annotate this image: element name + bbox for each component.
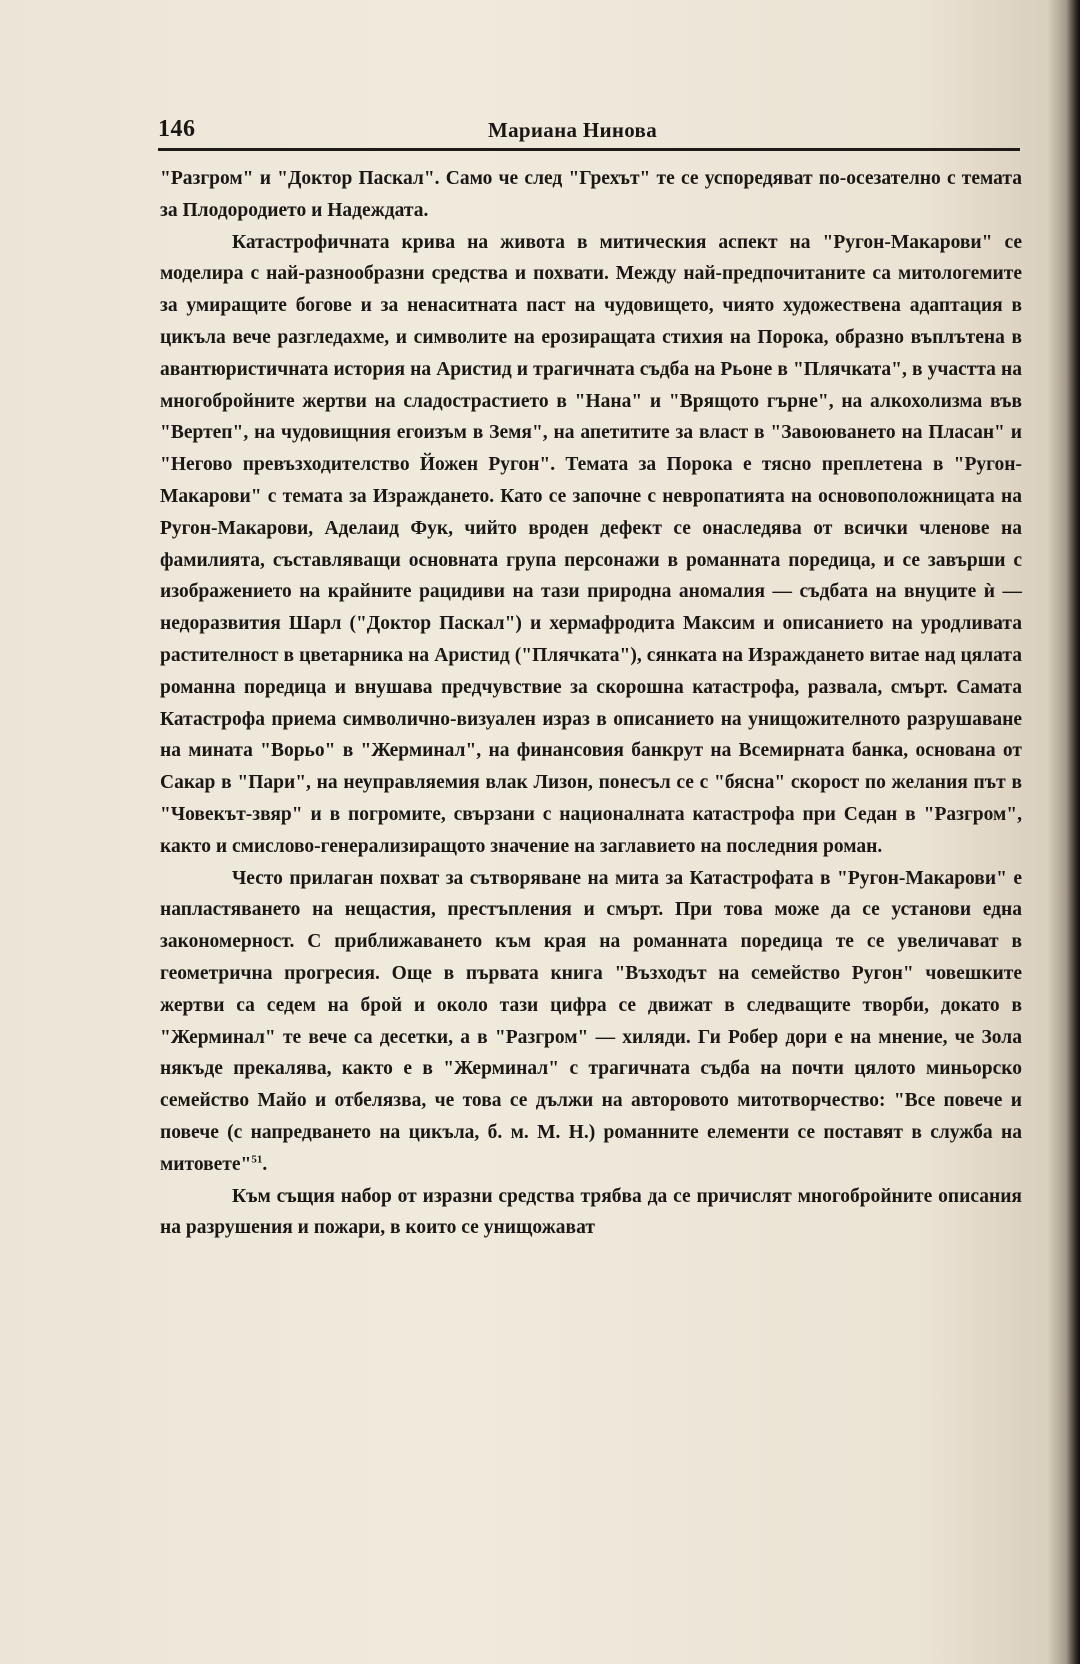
running-head: Мариана Нинова [488, 118, 658, 142]
page-header [158, 116, 1020, 148]
header-rule [158, 148, 1020, 151]
footnote-reference: 51 [251, 1153, 263, 1166]
closing-punctuation: . [262, 1153, 268, 1175]
paragraph-4: Към същия набор от изразни средства трябва да се причислят многобройните описания на разрушения и пожари, в които се унищожават [160, 1185, 1022, 1239]
page-edge-shadow [1066, 0, 1080, 1664]
paragraph-1: "Разгром" и "Доктор Паскал". Само че след "Грехът" те се успоредяват по-осезателно с темата за Плодородието и Надеждата. [160, 168, 1022, 221]
paragraph-3 [160, 863, 1022, 1181]
page-number: 146 [158, 116, 196, 142]
paragraph-2: Катастрофичната крива на живота в митическия аспект на "Ругон-Макарови" се моделира с най-разнообразни средства и похвати. Между най-предпочитаните са митологемите за умиращите богове и за ненаситната паст на чудовището, чиято художествена адаптация в цикъла вече разгледахме, и символите на ерозиращата стихия на Порока, образно въплътена в авантюристичната история на Аристид и трагичната съдба на Рьоне в "Плячката", в участта на многобройните жертви на сладострастието в "Нана" и "Врящото гърне", на алкохолизма във "Вертеп", на чудовищния егоизъм в Земя", на апетитите за власт в "Завоюването на Пласан" и "Негово превъзходителство Йожен Ругон". Темата за Порока е тясно преплетена в "Ругон-Макарови" с темата за Израждането. Като се започне с невропатията на основоположницата на Ругон-Макарови, Аделаид Фук, чийто вроден дефект се онаследява от всички членове на фамилията, съставляващи основната група персонажи в романната поредица, и се завърши с изображението на крайните рацидиви на тази природна аномалия — съдбата на внуците ѝ — недоразвития Шарл ("Доктор Паскал") и хермафродита Максим и описанието на уродливата растителност в цветарника на Аристид ("Плячката"), сянката на Израждането витае над цялата романна поредица и внушава предчувствие за скорошна катастрофа, развала, смърт. Самата Катастрофа приема символично-визуален израз в описанието на унищожителното разрушаване на мината "Ворьо" в "Жерминал", на финансовия банкрут на Всемирната банка, основана от Сакар в "Пари", на неуправляемия влак Лизон, понесъл се с "бясна" скорост по желания път в "Човекът-звяр" и в погромите, свързани с националната катастрофа при Седан в "Разгром", както и смислово-генерализиращото значение на заглавието на последния роман. [160, 231, 1022, 857]
body-text [160, 163, 1022, 1244]
paragraph-3-text: Често прилаган похват за сътворяване на мита за Катастрофата в "Ругон-Макарови" е напластяването на нещастия, престъпления и смърт. При това може да се установи една закономерност. С приближаването към края на романната поредица те се увеличават в геометрична прогресия. Още в първата книга "Възходът на семейство Ругон" човешките жертви са седем на брой и около тази цифра се движат в следващите творби, докато в "Жерминал" те вече са десетки, а в "Разгром" — хиляди. Ги Робер дори е на мнение, че Зола някъде прекалява, както е в "Жерминал" с трагичната съдба на почти цялото миньорско семейство Майо и отбелязва, че това се дължи на авторовото митотворчество: "Все повече и повече (с напредването на цикъла, б. м. М. Н.) романните елементи се поставят в служба на митовете" [160, 867, 1022, 1175]
